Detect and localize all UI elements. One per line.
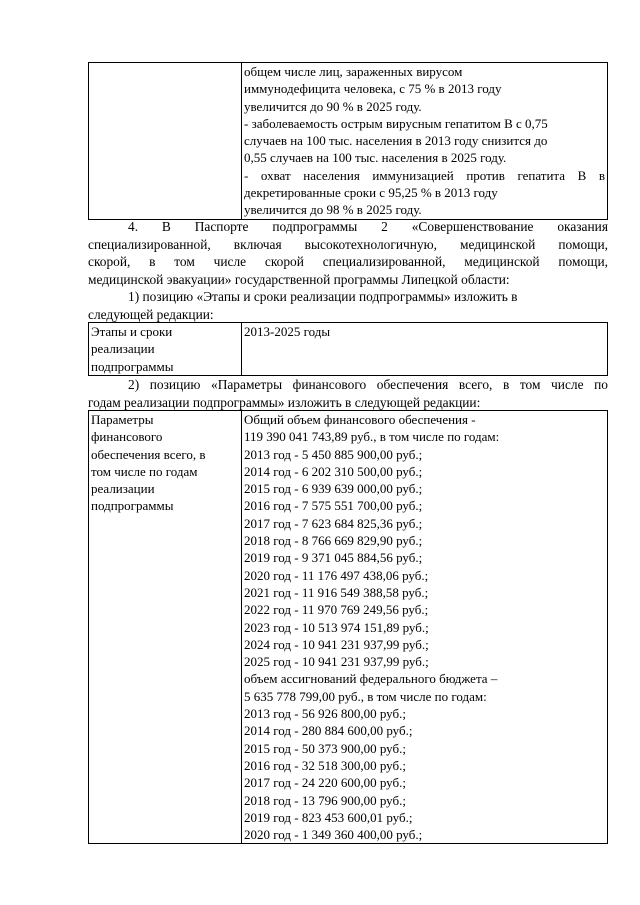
cell-line: 2020 год - 1 349 360 400,00 руб.; (244, 827, 423, 843)
stages-table (88, 322, 608, 376)
cell-line: 2025 год - 10 941 231 937,99 руб.; (244, 654, 429, 670)
cell-line: 2018 год - 8 766 669 829,90 руб.; (244, 533, 423, 549)
paragraph-line: специализированной, включая высокотехнологичную, медицинской помощи, (88, 236, 608, 252)
table-row (89, 411, 608, 844)
cell-line: декретированные сроки с 95,25 % в 2013 году (244, 185, 498, 201)
cell-line: увеличится до 90 % в 2025 году. (244, 98, 422, 114)
cell-line: - охват населения иммунизацией против гепатита В в (244, 167, 605, 183)
cell-line: 0,55 случаев на 100 тыс. населения в 2025 году. (244, 150, 507, 166)
cell-line: Параметры (91, 412, 154, 427)
cell-line: 2016 год - 32 518 300,00 руб.; (244, 757, 406, 773)
cell-line: 2016 год - 7 575 551 700,00 руб.; (244, 498, 423, 514)
paragraph-line: скорой, в том числе скорой специализированной, медицинской помощи, (88, 254, 608, 270)
cell-line: иммунодефицита человека, с 75 % в 2013 году (244, 81, 502, 97)
paragraph-line: годам реализации подпрограммы» изложить в следующей редакции: (88, 394, 481, 410)
cell-line: общем числе лиц, зараженных вирусом (244, 64, 463, 79)
cell-line: увеличится до 98 % в 2025 году. (244, 202, 422, 218)
cell-line: 2013 год - 56 926 800,00 руб.; (244, 706, 406, 722)
cell-line: реализации (91, 481, 155, 497)
paragraph-line: 4. В Паспорте подпрограммы 2 «Совершенствование оказания (128, 219, 608, 234)
cell-line: подпрограммы (91, 498, 174, 514)
paragraph-line: следующей редакции: (88, 306, 214, 322)
cell-line: 2023 год - 10 513 974 151,89 руб.; (244, 619, 429, 635)
cell-line: 2024 год - 10 941 231 937,99 руб.; (244, 636, 429, 652)
cell-line: подпрограммы (91, 358, 174, 374)
cell-line: 2014 год - 280 884 600,00 руб.; (244, 723, 413, 739)
cell-line: - заболеваемость острым вирусным гепатитом В с 0,75 (244, 115, 548, 131)
cell-line: случаев на 100 тыс. населения в 2013 году снизится до (244, 133, 548, 149)
cell-line: 2020 год - 11 176 497 438,06 руб.; (244, 567, 429, 583)
cell-line: реализации (91, 341, 155, 357)
cell-line: том числе по годам (91, 463, 198, 479)
stages-label-cell (89, 323, 242, 376)
cell-line: Общий объем финансового обеспечения - (244, 412, 476, 427)
cell-line: 2013-2025 годы (244, 324, 331, 339)
item-4-2-paragraph (88, 376, 608, 411)
cell-line: Этапы и сроки (91, 324, 173, 339)
financing-label-cell (89, 411, 242, 844)
table-cell-right (242, 63, 608, 220)
cell-line: 2019 год - 823 453 600,01 руб.; (244, 809, 413, 825)
table-row (89, 63, 608, 220)
cell-line: 2017 год - 24 220 600,00 руб.; (244, 775, 406, 791)
cell-line: 2021 год - 11 916 549 388,58 руб.; (244, 584, 429, 600)
cell-line: 2014 год - 6 202 310 500,00 руб.; (244, 463, 423, 479)
financing-value-cell (242, 411, 608, 844)
cell-line: 2013 год - 5 450 885 900,00 руб.; (244, 446, 423, 462)
item-4-1-paragraph (88, 288, 608, 323)
cell-line: 2022 год - 11 970 769 249,56 руб.; (244, 602, 429, 618)
cell-line: 2017 год - 7 623 684 825,36 руб.; (244, 515, 423, 531)
stages-value-cell (242, 323, 608, 376)
cell-line: 2018 год - 13 796 900,00 руб.; (244, 792, 406, 808)
cell-line: 2019 год - 9 371 045 884,56 руб.; (244, 550, 423, 566)
cell-line: финансового (91, 429, 163, 445)
cell-line: 119 390 041 743,89 руб., в том числе по годам: (244, 429, 500, 445)
table-cell-left (89, 63, 242, 220)
paragraph-line: медицинской эвакуации» государственной программы Липецкой области: (88, 271, 510, 287)
cell-line: 2015 год - 50 373 900,00 руб.; (244, 740, 406, 756)
cell-line: объем ассигнований федерального бюджета – (244, 671, 498, 687)
cell-line: обеспечения всего, в (91, 446, 206, 462)
cell-line: 5 635 778 799,00 руб., в том числе по годам: (244, 688, 487, 704)
item-4-paragraph (88, 218, 608, 288)
table-row (89, 323, 608, 376)
paragraph-line: 1) позицию «Этапы и сроки реализации подпрограммы» изложить в (128, 289, 518, 304)
cell-line: 2015 год - 6 939 639 000,00 руб.; (244, 481, 423, 497)
paragraph-line: 2) позицию «Параметры финансового обеспечения всего, в том числе по (128, 377, 608, 392)
financing-table (88, 410, 608, 844)
continuation-table (88, 62, 608, 220)
